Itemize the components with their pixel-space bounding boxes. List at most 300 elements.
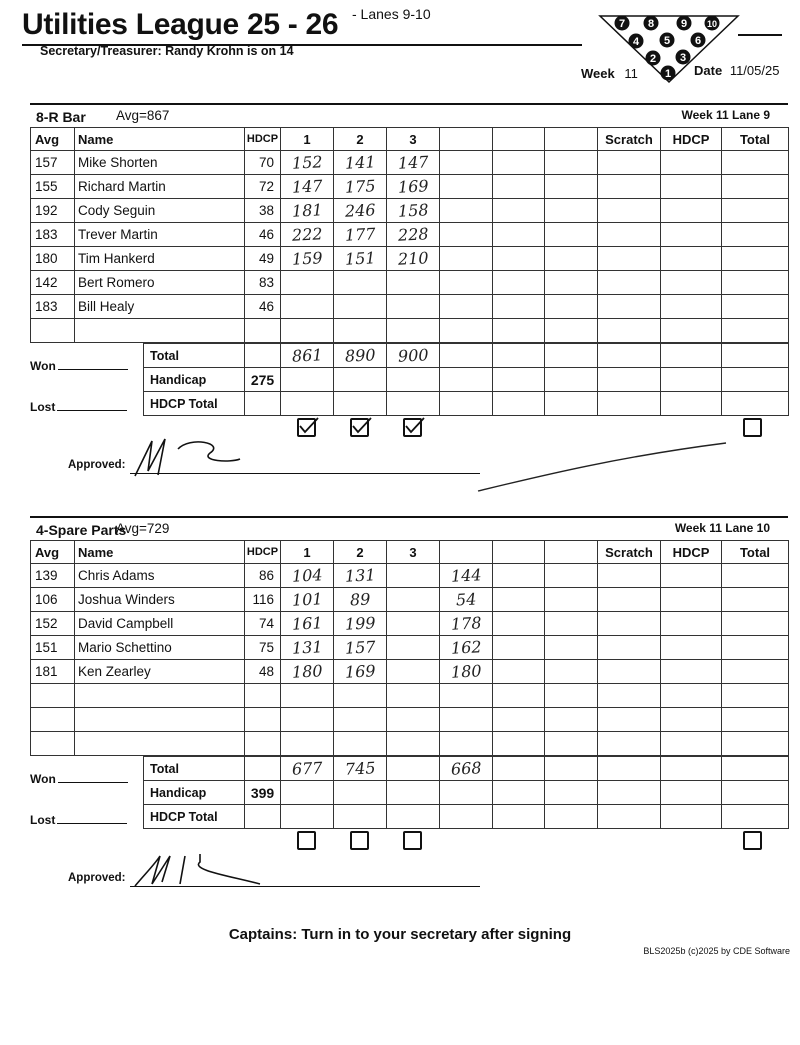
blank-cell[interactable]	[545, 660, 598, 684]
summary-cell[interactable]	[661, 781, 722, 805]
team-average: Avg=729	[116, 521, 170, 536]
summary-cell[interactable]	[598, 805, 661, 829]
game-2-cell[interactable]	[334, 708, 387, 732]
team-header	[30, 518, 788, 540]
extra-cell[interactable]	[440, 732, 493, 756]
table-row	[31, 564, 789, 588]
game-3-cell[interactable]	[387, 732, 440, 756]
scratch-cell[interactable]	[598, 151, 661, 175]
extra-cell[interactable]	[440, 684, 493, 708]
game-2-cell[interactable]	[334, 636, 387, 660]
summary-cell[interactable]	[440, 781, 493, 805]
game-3-cell[interactable]	[387, 271, 440, 295]
player-hdcp: 38	[245, 199, 281, 223]
pin-number: 10	[706, 19, 718, 29]
col-hdcp: HDCP	[245, 541, 281, 564]
game-2-cell[interactable]	[334, 684, 387, 708]
game-2-cell[interactable]	[334, 732, 387, 756]
blank-cell[interactable]	[493, 564, 545, 588]
won-label: Won	[30, 359, 56, 373]
pin-number: 7	[618, 18, 626, 30]
game-2-cell[interactable]	[334, 175, 387, 199]
game-1-cell[interactable]	[281, 271, 334, 295]
game-2-score: 151	[344, 248, 376, 269]
game-3-cell[interactable]	[387, 319, 440, 343]
summary-cell[interactable]	[387, 805, 440, 829]
blank-cell[interactable]	[545, 708, 598, 732]
blank-cell[interactable]	[545, 151, 598, 175]
secretary-note: Secretary/Treasurer: Randy Krohn is on 14	[40, 44, 294, 58]
summary-cell[interactable]	[545, 805, 598, 829]
date-label: Date	[694, 63, 723, 78]
team-handicap: 275	[245, 368, 281, 392]
player-hdcp: 46	[245, 295, 281, 319]
summary-cell[interactable]	[493, 805, 545, 829]
scratch-cell[interactable]	[598, 708, 661, 732]
pin-number: 9	[680, 18, 688, 30]
game-1-cell[interactable]	[281, 199, 334, 223]
hdcp-total-row	[144, 805, 789, 829]
scratch-cell[interactable]	[598, 564, 661, 588]
blank-cell[interactable]	[493, 612, 545, 636]
extra-cell[interactable]	[440, 223, 493, 247]
total-row	[144, 757, 789, 781]
scratch-cell[interactable]	[598, 199, 661, 223]
player-avg: 180	[31, 247, 75, 271]
summary-cell[interactable]	[598, 344, 661, 368]
game-3-cell[interactable]	[387, 247, 440, 271]
summary-label: Total	[144, 757, 245, 781]
win-checkbox-1[interactable]	[297, 418, 316, 437]
blank-cell[interactable]	[493, 175, 545, 199]
blank-cell[interactable]	[545, 271, 598, 295]
table-row	[31, 588, 789, 612]
blank-cell[interactable]	[545, 564, 598, 588]
summary-cell[interactable]	[545, 781, 598, 805]
game-3-cell[interactable]	[387, 151, 440, 175]
game-2-cell[interactable]	[334, 223, 387, 247]
extra-cell[interactable]	[440, 708, 493, 732]
hdcp-score-cell[interactable]	[661, 588, 722, 612]
game-1-cell[interactable]	[281, 247, 334, 271]
total-game-3-cell[interactable]	[387, 757, 440, 781]
win-checkbox-1[interactable]	[297, 831, 316, 850]
scratch-cell[interactable]	[598, 660, 661, 684]
game-3-cell[interactable]	[387, 588, 440, 612]
lost-field[interactable]	[30, 813, 127, 827]
player-avg: 183	[31, 223, 75, 247]
game-1-cell[interactable]	[281, 636, 334, 660]
blank-cell[interactable]	[493, 732, 545, 756]
summary-cell[interactable]	[334, 368, 387, 392]
game-2-cell[interactable]	[334, 612, 387, 636]
total-game-1-cell[interactable]	[281, 757, 334, 781]
total-cell[interactable]	[722, 247, 789, 271]
total-cell[interactable]	[722, 271, 789, 295]
summary-cell[interactable]	[722, 368, 789, 392]
blank-cell[interactable]	[545, 319, 598, 343]
extra-cell[interactable]	[440, 660, 493, 684]
pin-number: 3	[679, 52, 687, 64]
game-1-score: 131	[291, 637, 323, 658]
game-1-cell[interactable]	[281, 684, 334, 708]
summary-cell[interactable]	[387, 368, 440, 392]
blank-cell[interactable]	[545, 684, 598, 708]
summary-cell[interactable]	[598, 781, 661, 805]
extra-score: 178	[450, 613, 482, 634]
team-name: 8-R Bar	[36, 109, 86, 125]
summary-cell[interactable]	[440, 392, 493, 416]
scratch-cell[interactable]	[598, 223, 661, 247]
scratch-cell[interactable]	[598, 295, 661, 319]
table-row	[31, 199, 789, 223]
player-avg	[31, 319, 75, 343]
game-2-score: 177	[344, 224, 376, 245]
extra-cell[interactable]	[440, 151, 493, 175]
player-hdcp: 83	[245, 271, 281, 295]
summary-cell[interactable]	[440, 805, 493, 829]
blank-cell[interactable]	[493, 151, 545, 175]
week-display	[581, 66, 638, 81]
summary-cell[interactable]	[661, 805, 722, 829]
total-cell[interactable]	[722, 732, 789, 756]
player-name	[75, 684, 245, 708]
game-1-cell[interactable]	[281, 295, 334, 319]
player-hdcp: 49	[245, 247, 281, 271]
summary-cell[interactable]	[440, 368, 493, 392]
summary-cell[interactable]	[493, 757, 545, 781]
game-3-cell[interactable]	[387, 636, 440, 660]
col-game-1: 1	[281, 128, 334, 151]
blank-cell[interactable]	[493, 247, 545, 271]
win-checkbox-3[interactable]	[403, 418, 422, 437]
scratch-cell[interactable]	[598, 684, 661, 708]
summary-cell[interactable]	[387, 392, 440, 416]
extra-cell[interactable]	[440, 199, 493, 223]
summary-cell[interactable]	[545, 368, 598, 392]
summary-cell[interactable]	[387, 781, 440, 805]
total-game-3-cell[interactable]	[387, 344, 440, 368]
win-checkbox-3[interactable]	[403, 831, 422, 850]
total-game-2-cell[interactable]	[334, 757, 387, 781]
extra-cell[interactable]	[440, 612, 493, 636]
extra-score: 162	[450, 637, 482, 658]
extra-cell[interactable]	[440, 271, 493, 295]
col-game-2: 2	[334, 128, 387, 151]
blank-cell[interactable]	[493, 319, 545, 343]
game-1-cell[interactable]	[281, 732, 334, 756]
game-2-cell[interactable]	[334, 295, 387, 319]
game-2-cell[interactable]	[334, 319, 387, 343]
total-game-1-cell[interactable]	[281, 344, 334, 368]
total-extra-cell[interactable]	[440, 757, 493, 781]
total-cell[interactable]	[722, 612, 789, 636]
hdcp-score-cell[interactable]	[661, 295, 722, 319]
blank-cell[interactable]	[493, 636, 545, 660]
total-extra-cell[interactable]	[440, 344, 493, 368]
summary-cell[interactable]	[722, 781, 789, 805]
col-avg: Avg	[31, 541, 75, 564]
player-hdcp: 74	[245, 612, 281, 636]
col-game-3: 3	[387, 541, 440, 564]
summary-cell[interactable]	[598, 392, 661, 416]
blank-cell[interactable]	[493, 199, 545, 223]
total-game-1: 861	[291, 345, 323, 366]
table-row	[31, 175, 789, 199]
game-1-score: 161	[291, 613, 323, 634]
blank-cell[interactable]	[545, 636, 598, 660]
blank-cell[interactable]	[493, 684, 545, 708]
extra-cell[interactable]	[440, 588, 493, 612]
total-cell[interactable]	[722, 223, 789, 247]
table-row	[31, 612, 789, 636]
player-avg: 139	[31, 564, 75, 588]
hdcp-score-cell[interactable]	[661, 223, 722, 247]
col-game-3: 3	[387, 128, 440, 151]
game-2-cell[interactable]	[334, 199, 387, 223]
summary-cell[interactable]	[493, 781, 545, 805]
total-cell[interactable]	[722, 684, 789, 708]
total-cell[interactable]	[722, 295, 789, 319]
summary-cell[interactable]	[334, 781, 387, 805]
summary-cell[interactable]	[281, 805, 334, 829]
blank-cell[interactable]	[545, 223, 598, 247]
approved-label: Approved:	[68, 459, 126, 471]
team-name: 4-Spare Parts	[36, 522, 127, 538]
extra-cell[interactable]	[440, 564, 493, 588]
extra-cell[interactable]	[440, 636, 493, 660]
total-cell[interactable]	[722, 151, 789, 175]
blank-cell[interactable]	[545, 175, 598, 199]
scratch-cell[interactable]	[598, 588, 661, 612]
scratch-cell[interactable]	[598, 319, 661, 343]
game-1-score: 159	[291, 248, 323, 269]
summary-cell[interactable]	[661, 392, 722, 416]
game-1-cell[interactable]	[281, 588, 334, 612]
scratch-cell[interactable]	[598, 732, 661, 756]
extra-cell[interactable]	[440, 295, 493, 319]
total-cell[interactable]	[722, 660, 789, 684]
col-blank	[440, 128, 493, 151]
win-checkbox-4[interactable]	[743, 831, 762, 850]
summary-cell[interactable]	[334, 805, 387, 829]
hdcp-score-cell[interactable]	[661, 732, 722, 756]
scratch-cell[interactable]	[598, 636, 661, 660]
col-blank	[545, 128, 598, 151]
extra-cell[interactable]	[440, 247, 493, 271]
hdcp-score-cell[interactable]	[661, 247, 722, 271]
extra-cell[interactable]	[440, 175, 493, 199]
team-average: Avg=867	[116, 108, 170, 123]
summary-cell[interactable]	[722, 757, 789, 781]
extra-cell[interactable]	[440, 319, 493, 343]
blank-cell[interactable]	[545, 732, 598, 756]
total-cell[interactable]	[722, 588, 789, 612]
game-1-cell[interactable]	[281, 223, 334, 247]
total-cell[interactable]	[722, 564, 789, 588]
blank-cell[interactable]	[545, 247, 598, 271]
win-checkbox-4[interactable]	[743, 418, 762, 437]
win-checkbox-2[interactable]	[350, 418, 369, 437]
summary-cell[interactable]	[661, 344, 722, 368]
hdcp-score-cell[interactable]	[661, 271, 722, 295]
col-game-2: 2	[334, 541, 387, 564]
game-2-cell[interactable]	[334, 588, 387, 612]
player-avg: 181	[31, 660, 75, 684]
scratch-cell[interactable]	[598, 175, 661, 199]
total-game-2: 745	[344, 758, 376, 779]
hdcp-score-cell[interactable]	[661, 708, 722, 732]
hdcp-total-row	[144, 392, 789, 416]
scratch-cell[interactable]	[598, 612, 661, 636]
summary-cell[interactable]	[281, 781, 334, 805]
summary-cell[interactable]	[598, 368, 661, 392]
summary-cell[interactable]	[661, 757, 722, 781]
win-checkbox-2[interactable]	[350, 831, 369, 850]
blank-cell[interactable]	[493, 223, 545, 247]
total-row	[144, 344, 789, 368]
summary-cell[interactable]	[545, 392, 598, 416]
hdcp-score-cell[interactable]	[661, 151, 722, 175]
total-cell[interactable]	[722, 708, 789, 732]
won-field[interactable]	[30, 772, 128, 786]
game-1-score: 180	[291, 661, 323, 682]
blank-cell[interactable]	[545, 588, 598, 612]
game-2-cell[interactable]	[334, 660, 387, 684]
total-cell[interactable]	[722, 636, 789, 660]
blank-cell[interactable]	[493, 708, 545, 732]
summary-cell[interactable]	[493, 344, 545, 368]
game-1-cell[interactable]	[281, 612, 334, 636]
league-title: Utilities League 25 - 26	[22, 8, 339, 41]
scratch-cell[interactable]	[598, 271, 661, 295]
summary-cell[interactable]	[281, 392, 334, 416]
total-cell[interactable]	[722, 319, 789, 343]
scratch-cell[interactable]	[598, 247, 661, 271]
total-cell[interactable]	[722, 199, 789, 223]
game-3-cell[interactable]	[387, 612, 440, 636]
handicap-row	[144, 781, 789, 805]
game-3-cell[interactable]	[387, 708, 440, 732]
summary-label: Total	[144, 344, 245, 368]
table-row	[31, 684, 789, 708]
game-3-cell[interactable]	[387, 199, 440, 223]
player-avg	[31, 708, 75, 732]
player-avg: 151	[31, 636, 75, 660]
summary-cell[interactable]	[545, 344, 598, 368]
game-2-score: 169	[344, 661, 376, 682]
total-game-2-cell[interactable]	[334, 344, 387, 368]
hdcp-score-cell[interactable]	[661, 660, 722, 684]
player-hdcp: 86	[245, 564, 281, 588]
summary-table	[143, 756, 789, 829]
game-3-cell[interactable]	[387, 295, 440, 319]
hdcp-score-cell[interactable]	[661, 612, 722, 636]
hdcp-score-cell[interactable]	[661, 564, 722, 588]
pin-number: 6	[694, 35, 702, 47]
game-3-cell[interactable]	[387, 684, 440, 708]
summary-cell[interactable]	[722, 392, 789, 416]
summary-cell[interactable]	[493, 368, 545, 392]
col-blank	[440, 541, 493, 564]
hdcp-score-cell[interactable]	[661, 636, 722, 660]
player-hdcp	[245, 732, 281, 756]
summary-cell[interactable]	[281, 368, 334, 392]
game-1-cell[interactable]	[281, 660, 334, 684]
blank-cell[interactable]	[545, 199, 598, 223]
blank-cell[interactable]	[493, 271, 545, 295]
game-1-score: 104	[291, 565, 323, 586]
won-label: Won	[30, 772, 56, 786]
table-header-row	[31, 541, 789, 564]
won-field[interactable]	[30, 359, 128, 373]
hdcp-score-cell[interactable]	[661, 319, 722, 343]
player-name: Richard Martin	[75, 175, 245, 199]
team-sheet-1	[30, 103, 788, 415]
blank-cell[interactable]	[493, 295, 545, 319]
game-3-cell[interactable]	[387, 223, 440, 247]
game-1-score: 147	[291, 176, 323, 197]
game-2-cell[interactable]	[334, 564, 387, 588]
summary-cell[interactable]	[545, 757, 598, 781]
game-3-cell[interactable]	[387, 175, 440, 199]
game-1-cell[interactable]	[281, 708, 334, 732]
summary-cell[interactable]	[661, 368, 722, 392]
player-hdcp	[245, 319, 281, 343]
total-cell[interactable]	[722, 175, 789, 199]
pin-number: 5	[663, 35, 671, 47]
lost-label: Lost	[30, 400, 56, 414]
player-avg: 152	[31, 612, 75, 636]
hdcp-score-cell[interactable]	[661, 684, 722, 708]
game-1-score: 222	[291, 224, 323, 245]
player-hdcp: 75	[245, 636, 281, 660]
pin-number: 8	[647, 18, 655, 30]
summary-cell[interactable]	[598, 757, 661, 781]
game-1-cell[interactable]	[281, 151, 334, 175]
game-2-cell[interactable]	[334, 247, 387, 271]
summary-cell[interactable]	[722, 344, 789, 368]
summary-cell[interactable]	[334, 392, 387, 416]
game-1-cell[interactable]	[281, 319, 334, 343]
summary-table	[143, 343, 789, 416]
game-2-score: 131	[344, 565, 376, 586]
hdcp-score-cell[interactable]	[661, 175, 722, 199]
team-handicap: 399	[245, 781, 281, 805]
blank-cell[interactable]	[545, 295, 598, 319]
player-name	[75, 708, 245, 732]
game-2-cell[interactable]	[334, 151, 387, 175]
game-3-cell[interactable]	[387, 660, 440, 684]
summary-cell[interactable]	[493, 392, 545, 416]
game-2-cell[interactable]	[334, 271, 387, 295]
blank-cell[interactable]	[493, 588, 545, 612]
game-3-cell[interactable]	[387, 564, 440, 588]
hdcp-score-cell[interactable]	[661, 199, 722, 223]
lost-field[interactable]	[30, 400, 127, 414]
summary-cell[interactable]	[722, 805, 789, 829]
lanes-label: - Lanes 9-10	[352, 6, 431, 22]
check-mark-icon	[298, 416, 320, 434]
team-sheet-2	[30, 516, 788, 828]
game-1-cell[interactable]	[281, 564, 334, 588]
footer-instruction: Captains: Turn in to your secretary after signing	[228, 926, 572, 943]
blank-cell[interactable]	[545, 612, 598, 636]
game-1-cell[interactable]	[281, 175, 334, 199]
player-hdcp: 116	[245, 588, 281, 612]
player-avg: 192	[31, 199, 75, 223]
blank-cell[interactable]	[493, 660, 545, 684]
